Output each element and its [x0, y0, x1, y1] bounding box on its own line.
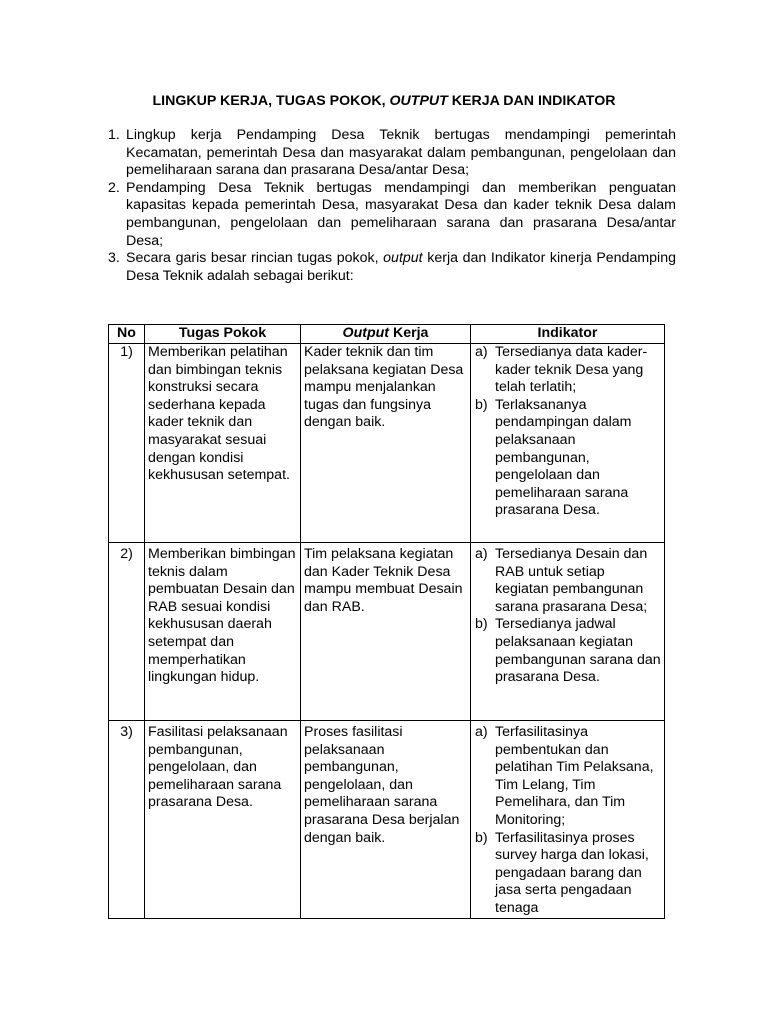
list-text-italic: output: [383, 250, 423, 267]
cell-no: 1): [109, 344, 145, 543]
indikator-text: Tersedianya jadwal pelaksanaan kegiatan pembangunan sarana dan prasarana Desa.: [495, 616, 661, 686]
list-item-text: Lingkup kerja Pendamping Desa Teknik bertugas mendampingi pemerintah Kecamatan, pemerintah Desa dan masyarakat dalam pembangunan, pengelolaan dan pemeliharaan sarana dan prasarana Desa/antar Desa;: [126, 127, 676, 179]
list-item: [108, 127, 676, 180]
indikator-text: Terfasilitasinya pembentukan dan pelatihan Tim Pelaksana, Tim Lelang, Tim Pemelihara, dan Tim Monitoring;: [495, 724, 654, 828]
cell-output: Kader teknik dan tim pelaksana kegiatan Desa mampu menjalankan tugas dan fungsinya dengan baik.: [301, 344, 471, 543]
list-item: [108, 180, 676, 250]
header-tugas-pokok: Tugas Pokok: [145, 325, 301, 344]
list-item-text: Pendamping Desa Teknik bertugas mendampingi dan memberikan penguatan kapasitas kepada pemerintah Desa, masyarakat Desa dan kader teknik Desa dalam pembangunan, pengelolaan dan pemeliharaan sarana dan prasarana Desa/antar Desa;: [126, 179, 676, 249]
header-output-italic: Output: [342, 325, 390, 341]
cell-indikator: [471, 721, 665, 919]
cell-output: Proses fasilitasi pelaksanaan pembangunan, pengelolaan, dan pemeliharaan sarana prasarana Desa berjalan dengan baik.: [301, 721, 471, 919]
table-row: [109, 344, 665, 543]
indikator-item: [475, 344, 661, 397]
cell-indikator: [471, 344, 665, 543]
title-italic: OUTPUT: [389, 93, 448, 109]
cell-tugas: Memberikan bimbingan teknis dalam pembuatan Desain dan RAB sesuai kondisi kekhususan daerah setempat dan memperhatikan lingkungan hidup.: [145, 543, 301, 721]
numbered-list: [108, 127, 676, 285]
cell-no: 2): [109, 543, 145, 721]
header-output-rest: Kerja: [389, 325, 429, 341]
indikator-item: [475, 724, 661, 830]
indikator-item: [475, 546, 661, 616]
header-indikator: Indikator: [471, 325, 665, 344]
indikator-item: [475, 616, 661, 686]
header-no: No: [109, 325, 145, 344]
indikator-text: Tersedianya Desain dan RAB untuk setiap kegiatan pembangunan sarana prasarana Desa;: [495, 546, 648, 615]
list-item-number: 2.: [108, 179, 120, 196]
indikator-letter: b): [475, 396, 488, 413]
cell-indikator: [471, 543, 665, 721]
table-row: [109, 543, 665, 721]
indikator-letter: a): [475, 724, 488, 740]
indikator-letter: a): [475, 546, 488, 562]
indikator-letter: a): [475, 344, 488, 360]
list-text-after: kerja dan Indikator kinerja Pendamping Desa Teknik adalah sebagai berikut:: [126, 250, 676, 284]
list-item-text: [126, 250, 676, 284]
indikator-text: Terlaksananya pendampingan dalam pelaksanaan pembangunan, pengelolaan dan pemeliharaan sarana prasarana Desa.: [495, 396, 632, 519]
document-title: [0, 93, 768, 111]
title-part-2: KERJA DAN INDIKATOR: [447, 93, 616, 109]
cell-output: Tim pelaksana kegiatan dan Kader Teknik Desa mampu membuat Desain dan RAB.: [301, 543, 471, 721]
list-text-before: Secara garis besar rincian tugas pokok,: [126, 250, 384, 267]
list-item: [108, 250, 676, 285]
table-row: [109, 721, 665, 919]
indikator-letter: b): [475, 616, 488, 633]
header-output-kerja: [301, 325, 471, 344]
tasks-table: [108, 324, 665, 919]
indikator-item: [475, 397, 661, 520]
cell-no: 3): [109, 721, 145, 919]
table-header-row: [109, 325, 665, 344]
title-part-1: LINGKUP KERJA, TUGAS POKOK,: [152, 93, 390, 109]
list-item-number: 1.: [108, 127, 120, 143]
cell-tugas: Fasilitasi pelaksanaan pembangunan, pengelolaan, dan pemeliharaan sarana prasarana Desa.: [145, 721, 301, 919]
cell-tugas: Memberikan pelatihan dan bimbingan teknis konstruksi secara sederhana kepada kader teknik dan masyarakat sesuai dengan kondisi kekhususan setempat.: [145, 344, 301, 543]
indikator-letter: b): [475, 829, 488, 846]
indikator-item: [475, 830, 661, 918]
indikator-text: Terfasilitasinya proses survey harga dan lokasi, pengadaan barang dan jasa serta pengadaan tenaga: [495, 829, 649, 916]
list-item-number: 3.: [108, 250, 120, 267]
indikator-text: Tersedianya data kader-kader teknik Desa yang telah terlatih;: [495, 344, 648, 396]
